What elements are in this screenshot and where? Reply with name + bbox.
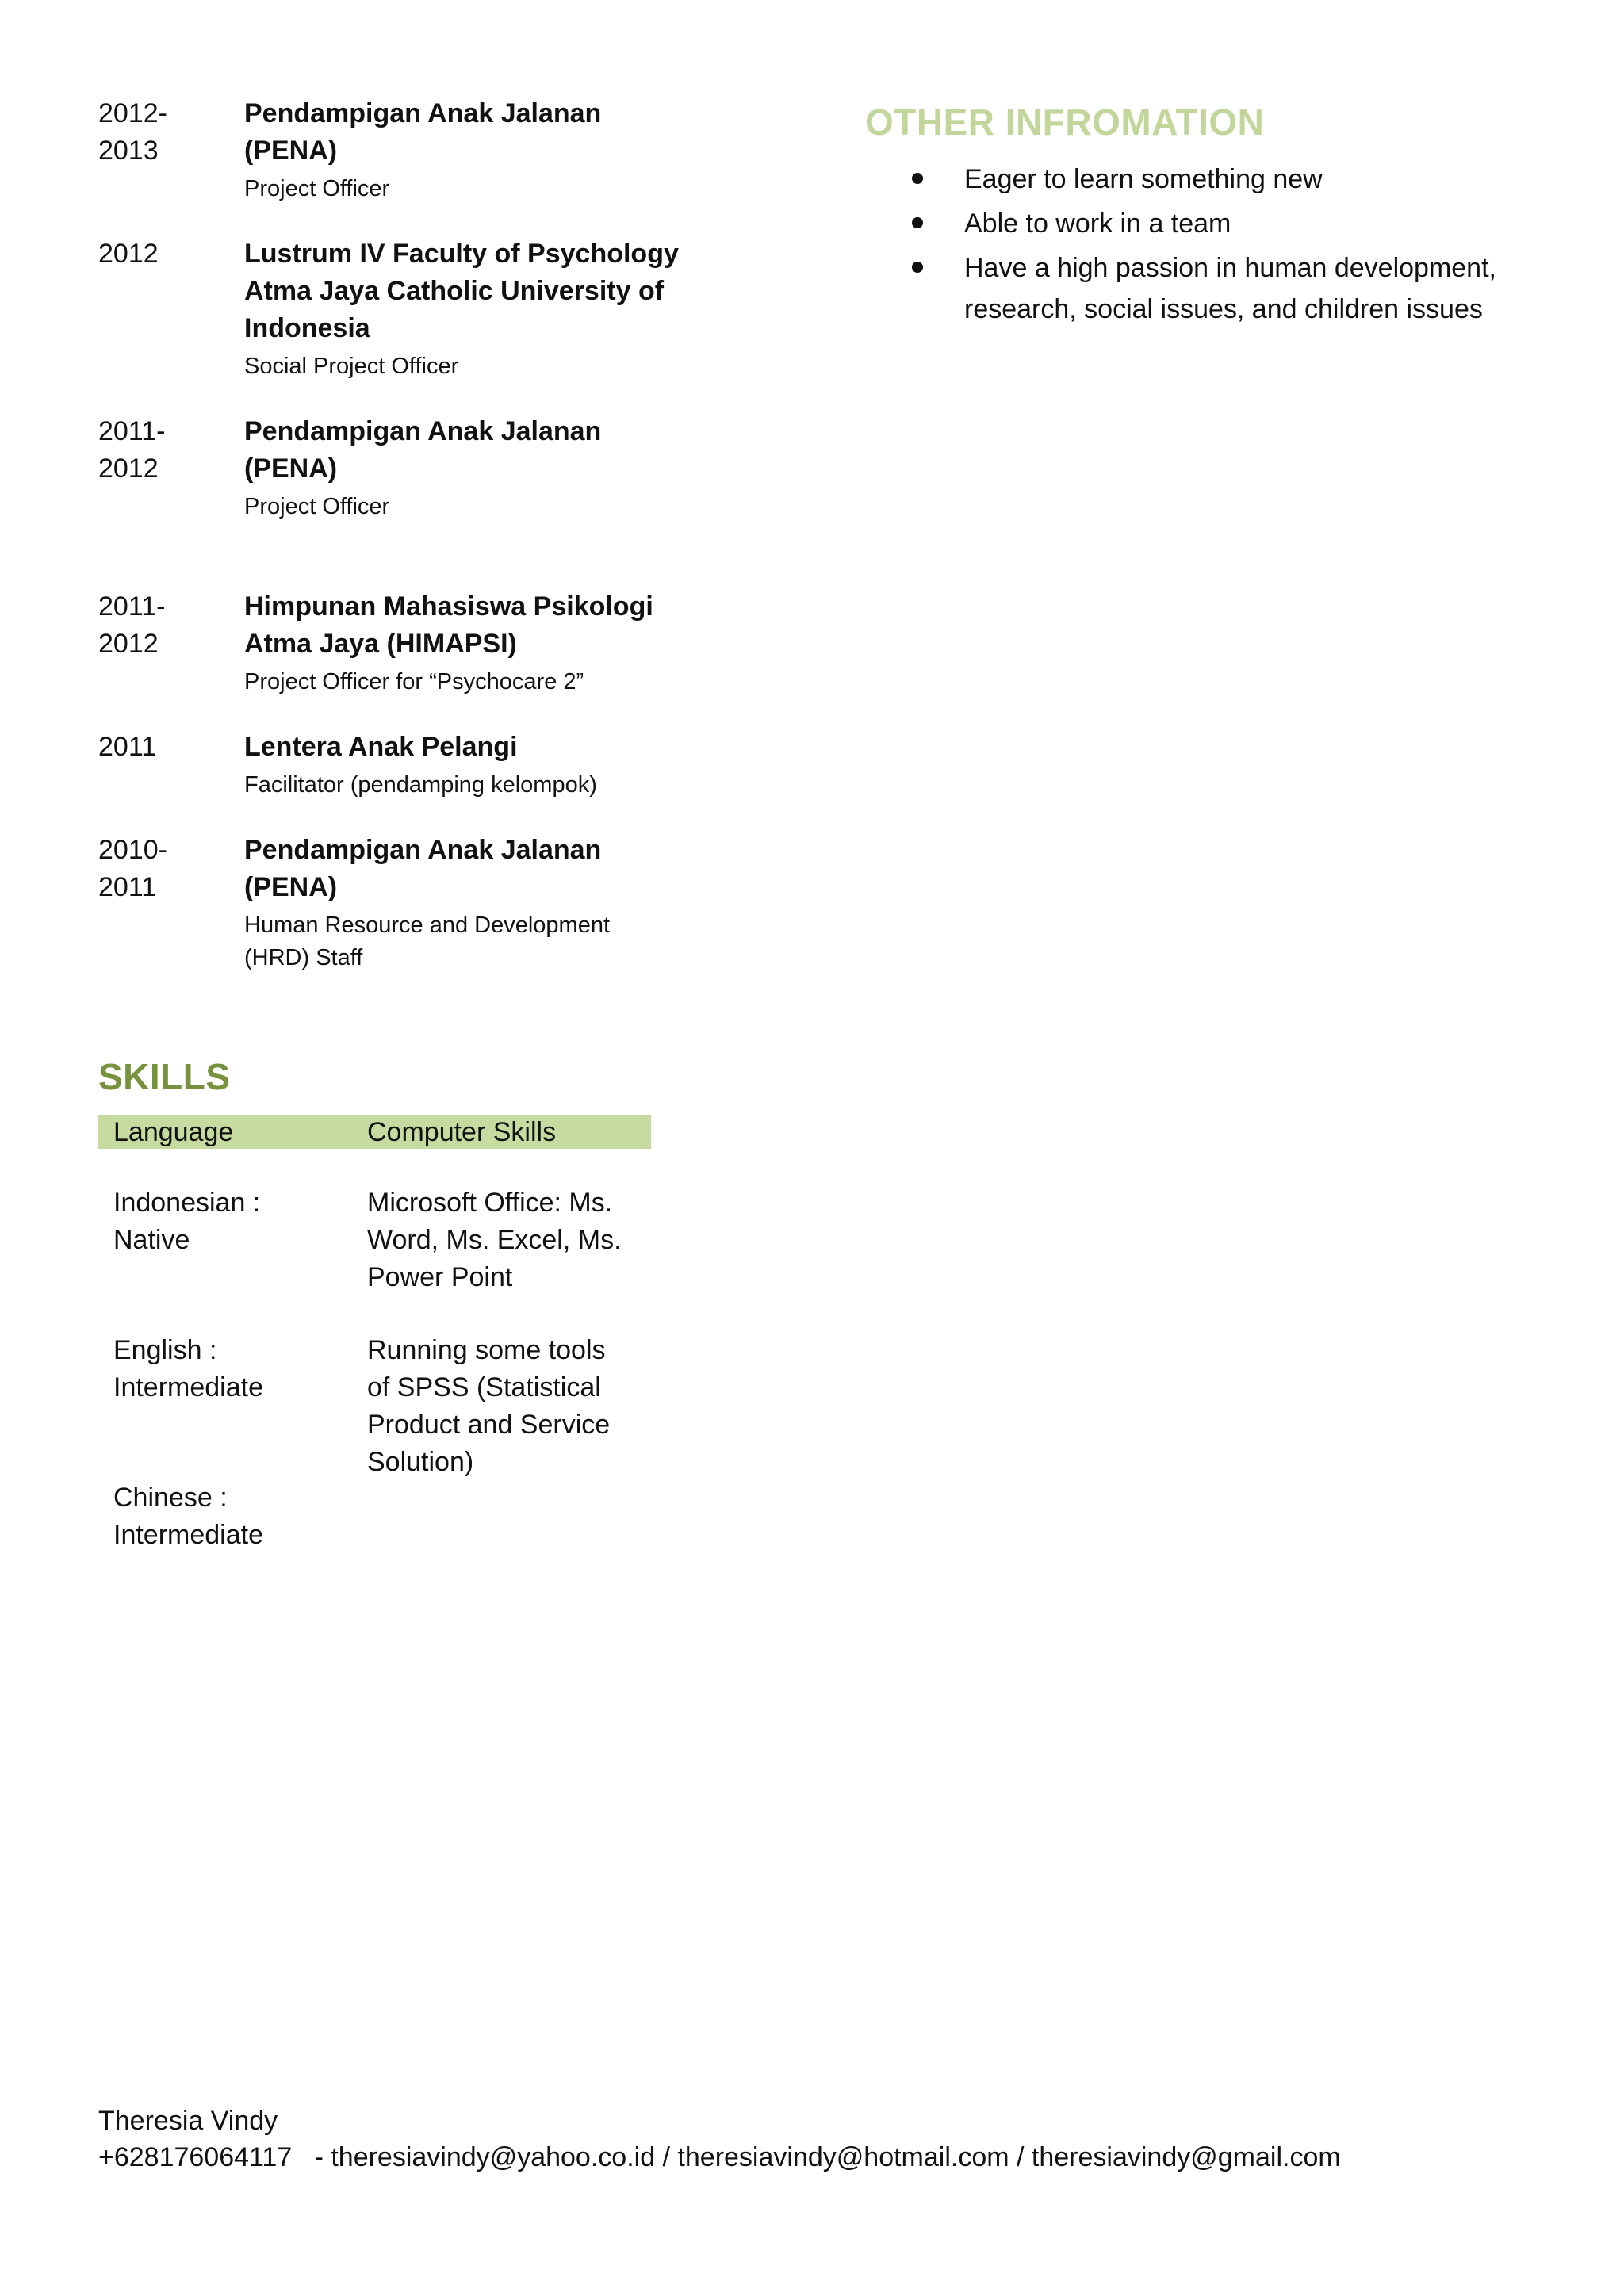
- other-information-text: Have a high passion in human development, research, social issues, and children issues: [964, 253, 1496, 324]
- experience-organization: Lustrum IV Faculty of Psychology Atma Jaya Catholic University of Indonesia: [244, 239, 679, 343]
- experience-entry: [98, 729, 701, 802]
- experience-organization: Pendampigan Anak Jalanan (PENA): [244, 835, 602, 902]
- experience-body: [244, 729, 701, 802]
- skills-computer-column: [367, 1184, 653, 1481]
- experience-role: Project Officer for “Psychocare 2”: [244, 669, 584, 695]
- experience-year: 2012- 2013: [98, 98, 167, 166]
- experience-year: 2011: [98, 732, 157, 762]
- skill-computer-item: Running some tools of SPSS (Statistical Product and Service Solution): [367, 1335, 611, 1477]
- skills-language-column: [113, 1184, 351, 1554]
- other-information-list: [912, 159, 1562, 333]
- skills-header-computer: Computer Skills: [367, 1117, 557, 1147]
- skill-language-item: Indonesian : Native: [113, 1188, 261, 1255]
- footer-contact: +628176064117 - theresiavindy@yahoo.co.id / theresiavindy@hotmail.com / theresiavindy@gmail.com: [98, 2142, 1341, 2172]
- experience-entry: [98, 95, 701, 205]
- other-information-heading: OTHER INFROMATION: [865, 101, 1265, 143]
- bullet-icon: [912, 173, 923, 184]
- other-information-text: Able to work in a team: [964, 209, 1231, 239]
- other-information-item: [912, 247, 1562, 330]
- experience-entry: [98, 235, 701, 383]
- experience-body: [244, 95, 701, 205]
- skill-language-item: English : Intermediate: [113, 1335, 263, 1402]
- skills-header-language: Language: [113, 1117, 234, 1147]
- experience-body: [244, 588, 701, 698]
- footer-name: Theresia Vindy: [98, 2106, 278, 2136]
- bullet-icon: [912, 217, 923, 228]
- other-information-item: [912, 159, 1562, 200]
- skills-heading: SKILLS: [98, 1056, 231, 1097]
- experience-list: [98, 95, 701, 974]
- experience-organization: Pendampigan Anak Jalanan (PENA): [244, 98, 602, 166]
- experience-role: Human Resource and Development (HRD) Staff: [244, 913, 611, 970]
- experience-year: 2011- 2012: [98, 416, 166, 484]
- experience-body: [244, 235, 701, 383]
- experience-role: Social Project Officer: [244, 354, 459, 379]
- contact-footer: [98, 2103, 1526, 2175]
- experience-role: Project Officer: [244, 176, 390, 201]
- experience-role: Project Officer: [244, 494, 390, 519]
- experience-entry: [98, 588, 701, 698]
- skill-computer-item: Microsoft Office: Ms. Word, Ms. Excel, Ms. Power Point: [367, 1188, 622, 1292]
- experience-year: 2011- 2012: [98, 591, 166, 659]
- experience-role: Facilitator (pendamping kelompok): [244, 772, 597, 798]
- other-information-item: [912, 203, 1562, 244]
- skills-table-header: [98, 1115, 651, 1149]
- other-information-text: Eager to learn something new: [964, 164, 1323, 194]
- experience-body: [244, 413, 701, 523]
- experience-entry: [98, 832, 701, 974]
- bullet-icon: [912, 262, 923, 273]
- experience-body: [244, 832, 701, 974]
- experience-entry: [98, 413, 701, 523]
- skill-language-item: Chinese : Intermediate: [113, 1483, 263, 1550]
- experience-year: 2010- 2011: [98, 835, 167, 902]
- experience-organization: Himpunan Mahasiswa Psikologi Atma Jaya (HIMAPSI): [244, 591, 653, 659]
- experience-organization: Lentera Anak Pelangi: [244, 732, 518, 762]
- experience-organization: Pendampigan Anak Jalanan (PENA): [244, 416, 602, 484]
- experience-year: 2012: [98, 239, 159, 269]
